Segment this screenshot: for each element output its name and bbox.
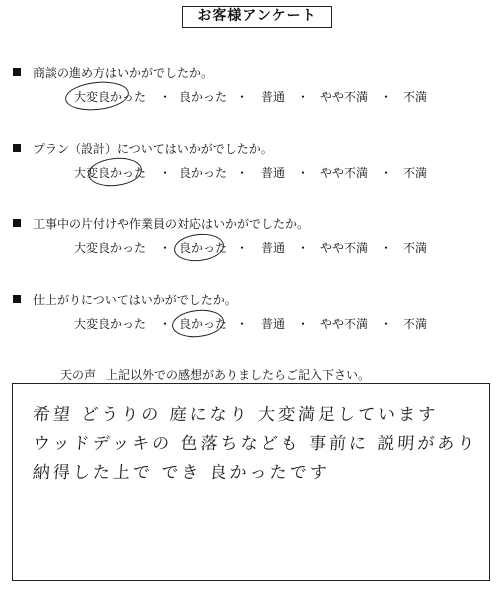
option-separator: ・ [297,317,310,331]
option-slightly-dissatisfied[interactable]: やや不満 [320,90,369,104]
option-separator: ・ [297,166,310,180]
option-separator: ・ [236,317,249,331]
option-slightly-dissatisfied[interactable]: やや不満 [320,317,369,331]
option-dissatisfied[interactable]: 不満 [403,90,428,104]
option-very-good[interactable]: 大変良かった [74,241,147,255]
option-average[interactable]: 普通 [261,90,286,104]
answer-options [0,164,500,184]
option-separator: ・ [380,90,393,104]
option-separator: ・ [380,317,393,331]
option-very-good[interactable]: 大変良かった [74,317,147,331]
option-separator: ・ [159,317,172,331]
question-text: プラン（設計）についてはいかがでしたか。 [33,142,273,156]
answer-options [0,315,500,335]
option-very-good[interactable]: 大変良かった [74,166,147,180]
survey-title: お客様アンケート [182,6,332,28]
question-heading [13,291,237,308]
option-good[interactable]: 良かった [179,241,228,255]
option-dissatisfied[interactable]: 不満 [403,241,428,255]
handwritten-line: 希望 どうりの 庭になり 大変満足しています [32,405,439,425]
answer-options [0,88,500,108]
question-text: 工事中の片付けや作業員の対応はいかがでしたか。 [33,217,310,231]
question-text: 商談の進め方はいかがでしたか。 [33,66,214,80]
option-very-good[interactable]: 大変良かった [74,90,147,104]
option-average[interactable]: 普通 [261,317,286,331]
question-heading [13,64,213,81]
question-4 [0,291,500,341]
option-separator: ・ [297,241,310,255]
option-separator: ・ [159,166,172,180]
handwritten-line: 納得した上で でき 良かったです [32,463,331,483]
option-good[interactable]: 良かった [179,90,228,104]
comment-box[interactable] [12,383,490,581]
option-dissatisfied[interactable]: 不満 [403,166,428,180]
question-3 [0,215,500,265]
comment-label: 天の声 [60,368,97,382]
option-separator: ・ [236,166,249,180]
bullet-icon [13,68,21,76]
handwritten-line: ウッドデッキの 色落ちなども 事前に 説明があり [32,434,479,454]
question-heading [13,215,309,232]
option-separator: ・ [159,241,172,255]
option-separator: ・ [380,241,393,255]
option-separator: ・ [380,166,393,180]
option-average[interactable]: 普通 [261,166,286,180]
option-slightly-dissatisfied[interactable]: やや不満 [320,166,369,180]
bullet-icon [13,219,21,227]
comment-intro [60,366,370,383]
option-good[interactable]: 良かった [179,317,228,331]
option-slightly-dissatisfied[interactable]: やや不満 [320,241,369,255]
question-2 [0,140,500,190]
question-heading [13,140,273,157]
option-separator: ・ [159,90,172,104]
bullet-icon [13,144,21,152]
option-good[interactable]: 良かった [179,166,228,180]
comment-prompt: 上記以外での感想がありましたらご記入下さい。 [106,368,371,382]
answer-options [0,239,500,259]
option-separator: ・ [297,90,310,104]
question-text: 仕上がりについてはいかがでしたか。 [33,293,237,307]
option-average[interactable]: 普通 [261,241,286,255]
bullet-icon [13,295,21,303]
option-separator: ・ [236,90,249,104]
option-dissatisfied[interactable]: 不満 [403,317,428,331]
option-separator: ・ [236,241,249,255]
question-1 [0,64,500,114]
